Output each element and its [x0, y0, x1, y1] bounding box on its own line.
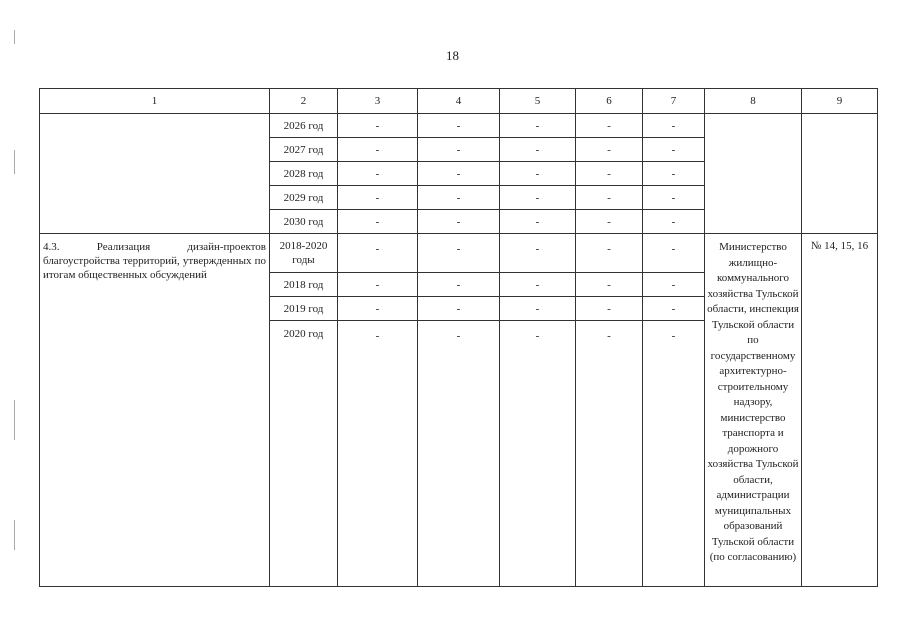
value-cell: -: [576, 162, 643, 186]
value-cell: -: [576, 297, 643, 321]
column-header: 2: [270, 89, 338, 114]
value-cell: -: [418, 162, 500, 186]
value-cell: -: [338, 162, 418, 186]
page-number: 18: [446, 48, 459, 63]
responsible-cell-empty: [705, 114, 802, 234]
value-cell: -: [576, 138, 643, 162]
value-cell: -: [576, 234, 643, 273]
value-cell: -: [338, 138, 418, 162]
value-cell: -: [418, 186, 500, 210]
value-cell: -: [643, 321, 705, 587]
value-cell: -: [643, 210, 705, 234]
value-cell: -: [418, 138, 500, 162]
value-cell: -: [643, 186, 705, 210]
scan-artifact: [14, 400, 15, 440]
value-cell: -: [418, 114, 500, 138]
value-cell: -: [576, 186, 643, 210]
column-header: 5: [500, 89, 576, 114]
year-cell: 2029 год: [270, 186, 338, 210]
reference-cell: № 14, 15, 16: [802, 234, 878, 587]
scan-artifact: [14, 520, 15, 550]
value-cell: -: [643, 273, 705, 297]
year-cell: 2018-2020 годы: [270, 234, 338, 273]
year-cell: 2018 год: [270, 273, 338, 297]
value-cell: -: [338, 210, 418, 234]
value-cell: -: [643, 297, 705, 321]
value-cell: -: [576, 273, 643, 297]
year-cell: 2019 год: [270, 297, 338, 321]
value-cell: -: [500, 186, 576, 210]
table-row: [40, 114, 878, 138]
column-header: 1: [40, 89, 270, 114]
column-header: 6: [576, 89, 643, 114]
value-cell: -: [338, 234, 418, 273]
scan-artifact: [14, 30, 15, 44]
year-cell: 2020 год: [270, 321, 338, 587]
value-cell: -: [338, 321, 418, 587]
value-cell: -: [576, 321, 643, 587]
value-cell: -: [338, 273, 418, 297]
year-cell: 2027 год: [270, 138, 338, 162]
value-cell: -: [576, 114, 643, 138]
value-cell: -: [500, 138, 576, 162]
value-cell: -: [500, 321, 576, 587]
column-header: 8: [705, 89, 802, 114]
value-cell: -: [338, 114, 418, 138]
value-cell: -: [643, 138, 705, 162]
description-cell-empty: [40, 114, 270, 234]
header-row: [40, 89, 878, 114]
reference-cell-empty: [802, 114, 878, 234]
item-description: Реализация дизайн-проектов благоустройства территорий, утвержденных по итогам общественных обсуждений: [43, 241, 267, 281]
value-cell: -: [643, 114, 705, 138]
program-table: [39, 88, 878, 587]
responsible-cell: Министерство жилищно-коммунального хозяйства Тульской области, инспекция Тульской области по государственному архитектурно-строительному надзору, министерство транспорта и дорожного хозяйства Тульской области, администрации муниципальных образований Тульской области (по согласованию): [705, 234, 802, 587]
value-cell: -: [338, 186, 418, 210]
value-cell: -: [418, 297, 500, 321]
column-header: 3: [338, 89, 418, 114]
year-cell: 2026 год: [270, 114, 338, 138]
value-cell: -: [338, 297, 418, 321]
value-cell: -: [500, 114, 576, 138]
value-cell: -: [500, 297, 576, 321]
table-row: [40, 234, 878, 273]
value-cell: -: [500, 273, 576, 297]
item-number: 4.3.: [43, 241, 60, 253]
value-cell: -: [500, 162, 576, 186]
value-cell: -: [643, 234, 705, 273]
column-header: 7: [643, 89, 705, 114]
value-cell: -: [500, 234, 576, 273]
column-header: 4: [418, 89, 500, 114]
description-cell: [40, 234, 270, 587]
value-cell: -: [576, 210, 643, 234]
year-cell: 2028 год: [270, 162, 338, 186]
column-header: 9: [802, 89, 878, 114]
year-cell: 2030 год: [270, 210, 338, 234]
value-cell: -: [418, 234, 500, 273]
value-cell: -: [418, 321, 500, 587]
value-cell: -: [418, 210, 500, 234]
scan-artifact: [14, 150, 15, 174]
value-cell: -: [500, 210, 576, 234]
value-cell: -: [418, 273, 500, 297]
value-cell: -: [643, 162, 705, 186]
